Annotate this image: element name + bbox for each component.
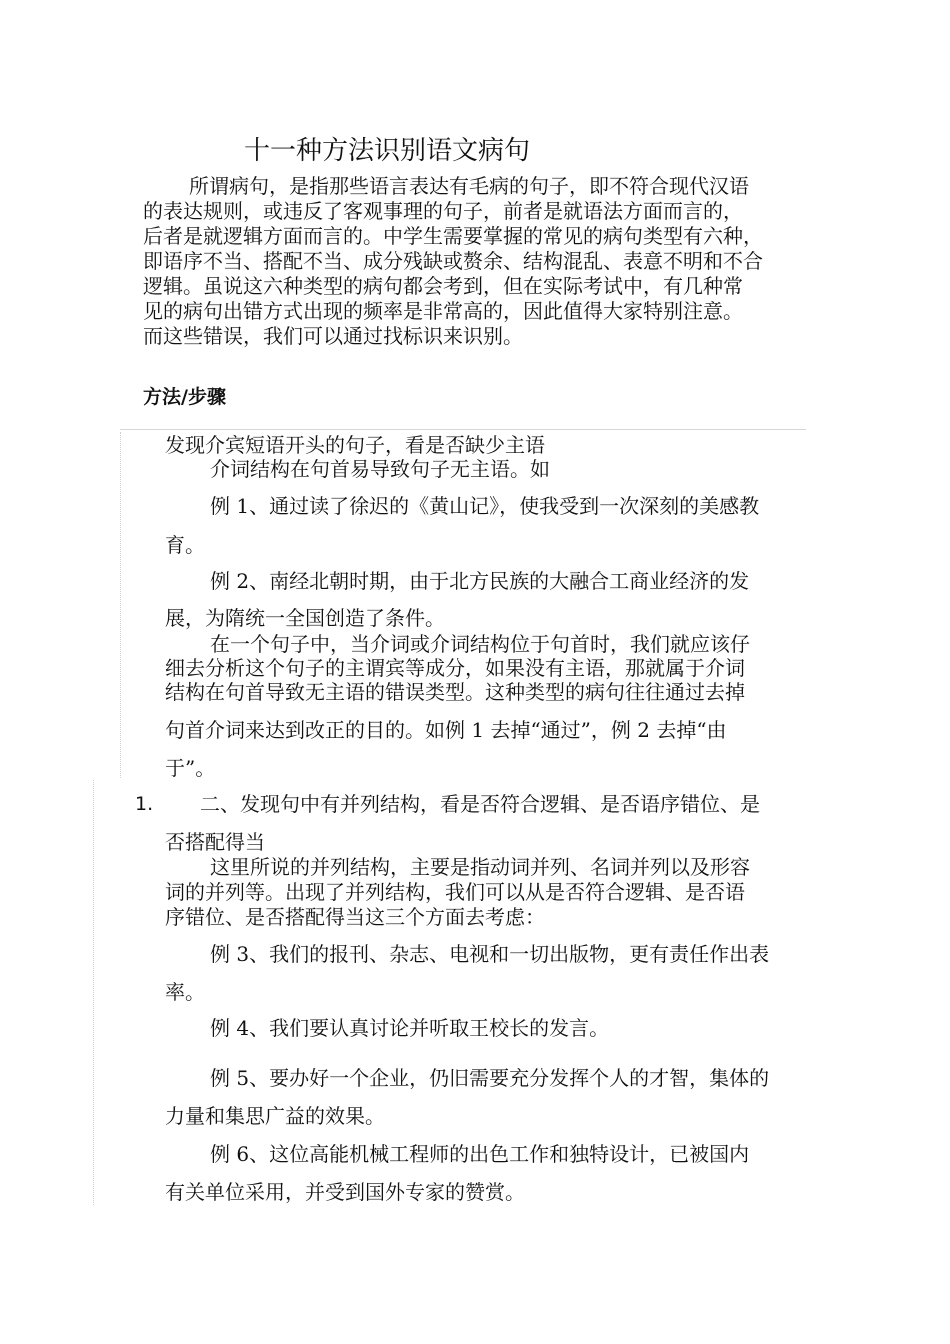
example-5-cont: 力量和集思广益的效果。	[165, 1104, 385, 1128]
step1-analysis-line: 在一个句子中，当介词或介词结构位于句首时，我们就应该仔	[210, 632, 750, 656]
page-title: 十一种方法识别语文病句	[244, 136, 531, 166]
step2-lead-line: 序错位、是否搭配得当这三个方面去考虑：	[165, 905, 545, 929]
step-border	[93, 780, 94, 1205]
example-4: 例 4、我们要认真讨论并听取王校长的发言。	[210, 1016, 610, 1040]
example-5: 例 5、要办好一个企业，仍旧需要充分发挥个人的才智，集体的	[210, 1066, 770, 1090]
step2-title-cont: 否搭配得当	[165, 830, 265, 854]
example-1-cont: 育。	[165, 533, 205, 557]
step1-analysis-line: 于”。	[165, 756, 216, 780]
intro-paragraph	[143, 174, 823, 349]
step1-analysis-line: 句首介词来达到改正的目的。如例 1 去掉“通过”，例 2 去掉“由	[165, 718, 727, 742]
example-2: 例 2、南经北朝时期，由于北方民族的大融合工商业经济的发	[210, 569, 750, 593]
intro-line: 而这些错误，我们可以通过找标识来识别。	[143, 324, 523, 348]
step2-title: 二、发现句中有并列结构，看是否符合逻辑、是否语序错位、是	[200, 792, 760, 816]
step2-number: 1.	[135, 793, 154, 815]
step-border	[120, 432, 121, 778]
intro-line: 见的病句出错方式出现的频率是非常高的，因此值得大家特别注意。	[143, 299, 743, 323]
intro-line: 后者是就逻辑方面而言的。中学生需要掌握的常见的病句类型有六种，	[143, 224, 763, 248]
example-1: 例 1、通过读了徐迟的《黄山记》，使我受到一次深刻的美感教	[210, 494, 760, 518]
step2-lead-line: 词的并列等。出现了并列结构，我们可以从是否符合逻辑、是否语	[165, 880, 745, 904]
intro-line: 逻辑。虽说这六种类型的病句都会考到，但在实际考试中，有几种常	[143, 274, 743, 298]
section-heading: 方法/步骤	[143, 386, 226, 408]
step1-title: 发现介宾短语开头的句子，看是否缺少主语	[165, 433, 545, 457]
example-3-cont: 率。	[165, 980, 205, 1004]
intro-line: 的表达规则，或违反了客观事理的句子，前者是就语法方面而言的，	[143, 199, 743, 223]
example-2-cont: 展，为隋统一全国创造了条件。	[165, 606, 445, 630]
intro-line: 所谓病句，是指那些语言表达有毛病的句子，即不符合现代汉语	[189, 174, 749, 198]
example-3: 例 3、我们的报刊、杂志、电视和一切出版物，更有责任作出表	[210, 942, 770, 966]
section-divider	[120, 429, 806, 430]
step1-analysis-line: 结构在句首导致无主语的错误类型。这种类型的病句往往通过去掉	[165, 680, 745, 704]
example-6: 例 6、这位高能机械工程师的出色工作和独特设计，已被国内	[210, 1142, 750, 1166]
example-6-cont: 有关单位采用，并受到国外专家的赞赏。	[165, 1180, 525, 1204]
step1-analysis-line: 细去分析这个句子的主谓宾等成分，如果没有主语，那就属于介词	[165, 656, 745, 680]
intro-line: 即语序不当、搭配不当、成分残缺或赘余、结构混乱、表意不明和不合	[143, 249, 763, 273]
step2-lead-line: 这里所说的并列结构，主要是指动词并列、名词并列以及形容	[210, 855, 750, 879]
step1-lead: 介词结构在句首易导致句子无主语。如	[210, 457, 550, 481]
